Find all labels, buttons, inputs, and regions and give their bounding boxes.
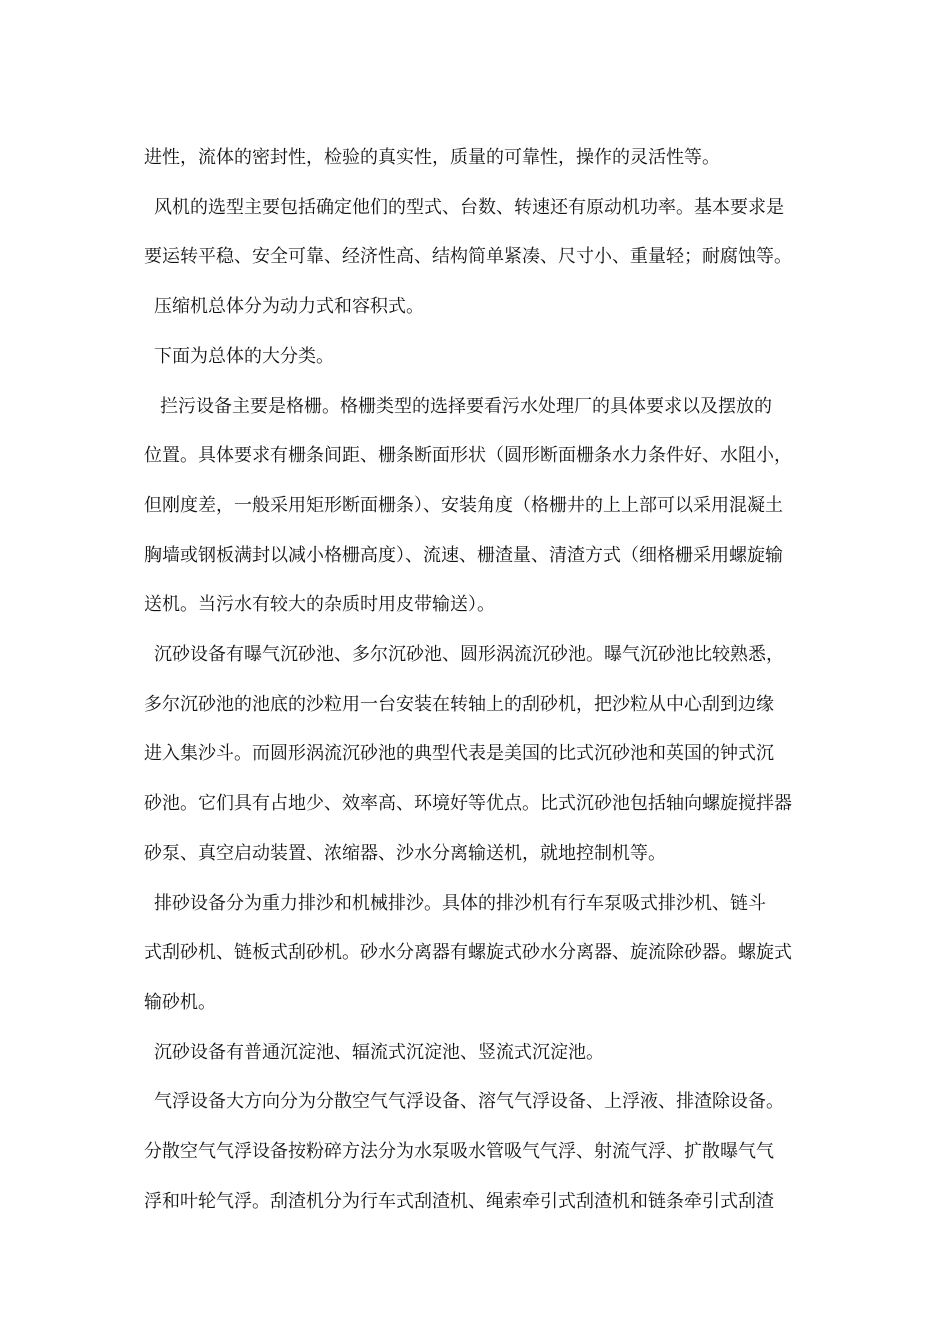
paragraph-line: 拦污设备主要是格栅。格栅类型的选择要看污水处理厂的具体要求以及摆放的 <box>160 395 772 417</box>
paragraph-line: 砂泵、真空启动装置、浓缩器、沙水分离输送机，就地控制机等。 <box>144 842 666 864</box>
paragraph-line: 沉砂设备有普通沉淀池、辐流式沉淀池、竖流式沉淀池。 <box>154 1041 604 1063</box>
paragraph-line: 送机。当污水有较大的杂质时用皮带输送）。 <box>144 594 495 616</box>
paragraph-line: 气浮设备大方向分为分散空气气浮设备、溶气气浮设备、上浮液、排渣除设备。 <box>154 1091 784 1113</box>
paragraph-3 <box>144 282 810 332</box>
paragraph-5 <box>144 382 810 631</box>
paragraph-line: 下面为总体的大分类。 <box>154 345 334 367</box>
paragraph-9 <box>144 1077 810 1226</box>
paragraph-line: 排砂设备分为重力排沙和机械排沙。具体的排沙机有行车泵吸式排沙机、链斗 <box>154 892 766 914</box>
paragraph-1 <box>144 133 810 183</box>
document-body <box>144 133 810 1226</box>
paragraph-7 <box>144 879 810 1028</box>
paragraph-line: 砂池。它们具有占地少、效率高、环境好等优点。比式沉砂池包括轴向螺旋搅拌器 <box>144 793 792 815</box>
paragraph-line: 输砂机。 <box>144 991 216 1013</box>
paragraph-line: 胸墙或钢板满封以减小格栅高度）、流速、栅渣量、清渣方式（细格栅采用螺旋输 <box>144 544 783 566</box>
paragraph-4 <box>144 332 810 382</box>
paragraph-line: 但刚度差，一般采用矩形断面栅条）、安装角度（格栅井的上上部可以采用混凝土 <box>144 494 783 516</box>
paragraph-line: 进性，流体的密封性，检验的真实性，质量的可靠性，操作的灵活性等。 <box>144 147 720 168</box>
paragraph-line: 风机的选型主要包括确定他们的型式、台数、转速还有原动机功率。基本要求是 <box>154 196 784 218</box>
paragraph-6 <box>144 630 810 879</box>
paragraph-8 <box>144 1028 810 1078</box>
paragraph-line: 要运转平稳、安全可靠、经济性高、结构简单紧凑、尺寸小、重量轻；耐腐蚀等。 <box>144 246 792 268</box>
paragraph-line: 沉砂设备有曝气沉砂池、多尔沉砂池、圆形涡流沉砂池。曝气沉砂池比较熟悉， <box>154 644 784 666</box>
paragraph-2 <box>144 183 810 282</box>
paragraph-line: 压缩机总体分为动力式和容积式。 <box>154 296 424 318</box>
paragraph-line: 多尔沉砂池的池底的沙粒用一台安装在转轴上的刮砂机，把沙粒从中心刮到边缘 <box>144 693 774 715</box>
paragraph-line: 分散空气气浮设备按粉碎方法分为水泵吸水管吸气气浮、射流气浮、扩散曝气气 <box>144 1141 774 1163</box>
paragraph-line: 式刮砂机、链板式刮砂机。砂水分离器有螺旋式砂水分离器、旋流除砂器。螺旋式 <box>144 942 792 964</box>
paragraph-line: 位置。具体要求有栅条间距、栅条断面形状（圆形断面栅条水力条件好、水阻小， <box>144 445 792 467</box>
paragraph-line: 浮和叶轮气浮。刮渣机分为行车式刮渣机、绳索牵引式刮渣机和链条牵引式刮渣 <box>144 1190 774 1212</box>
paragraph-line: 进入集沙斗。而圆形涡流沉砂池的典型代表是美国的比式沉砂池和英国的钟式沉 <box>144 743 774 765</box>
